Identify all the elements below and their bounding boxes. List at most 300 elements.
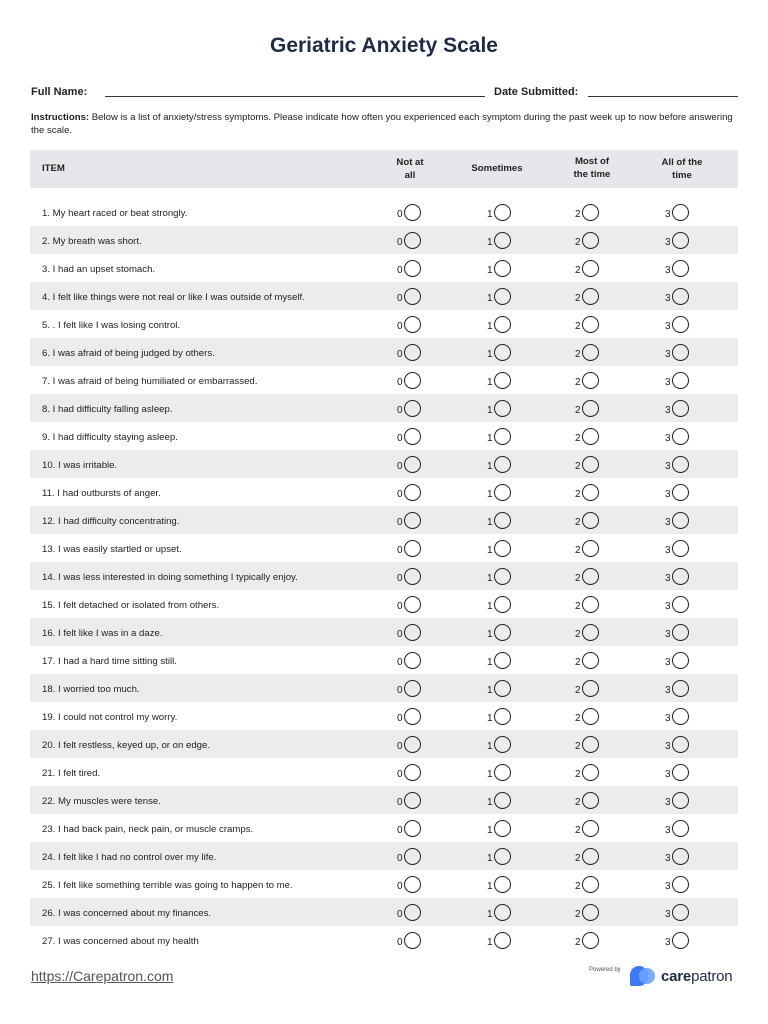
option-2[interactable] [575,902,599,922]
radio-button[interactable] [494,288,511,305]
option-2[interactable] [575,286,599,306]
radio-button[interactable] [672,904,689,921]
radio-button[interactable] [672,344,689,361]
option-value: 1 [487,264,493,276]
table-row [30,926,738,954]
option-value: 3 [665,656,671,668]
carepatron-link[interactable]: https://Carepatron.com [31,968,174,984]
radio-button[interactable] [494,204,511,221]
option-0[interactable] [397,510,421,530]
radio-button[interactable] [404,736,421,753]
option-3[interactable] [665,874,689,894]
option-3[interactable] [665,426,689,446]
option-0[interactable] [397,874,421,894]
option-0[interactable] [397,902,421,922]
radio-button[interactable] [494,820,511,837]
radio-button[interactable] [672,596,689,613]
radio-button[interactable] [672,932,689,949]
option-1[interactable] [487,566,511,586]
radio-button[interactable] [582,344,599,361]
instructions-text: Below is a list of anxiety/stress symptoms. Please indicate how often you experienced each symptom during the past week up to now before answering the scale. [31,112,733,137]
option-value: 3 [665,684,671,696]
radio-button[interactable] [494,792,511,809]
radio-button[interactable] [582,596,599,613]
table-row [30,646,738,674]
radio-button[interactable] [494,680,511,697]
option-value: 3 [665,880,671,892]
option-0[interactable] [397,594,421,614]
option-value: 2 [575,264,581,276]
radio-button[interactable] [404,904,421,921]
radio-button[interactable] [582,736,599,753]
radio-button[interactable] [672,708,689,725]
radio-button[interactable] [672,456,689,473]
option-0[interactable] [397,230,421,250]
option-1[interactable] [487,678,511,698]
radio-button[interactable] [672,204,689,221]
option-value: 1 [487,796,493,808]
option-0[interactable] [397,930,421,950]
option-3[interactable] [665,622,689,642]
radio-button[interactable] [582,652,599,669]
option-3[interactable] [665,370,689,390]
radio-button[interactable] [404,820,421,837]
option-3[interactable] [665,930,689,950]
option-1[interactable] [487,454,511,474]
option-value: 3 [665,376,671,388]
option-value: 1 [487,936,493,948]
option-value: 2 [575,880,581,892]
option-0[interactable] [397,818,421,838]
option-0[interactable] [397,650,421,670]
radio-button[interactable] [582,484,599,501]
radio-button[interactable] [582,568,599,585]
radio-button[interactable] [582,260,599,277]
option-2[interactable] [575,846,599,866]
radio-button[interactable] [582,456,599,473]
radio-button[interactable] [672,792,689,809]
table-row [30,394,738,422]
radio-button[interactable] [494,484,511,501]
radio-button[interactable] [672,400,689,417]
radio-button[interactable] [494,400,511,417]
option-value: 2 [575,404,581,416]
option-value: 2 [575,376,581,388]
radio-button[interactable] [494,316,511,333]
radio-button[interactable] [404,848,421,865]
option-2[interactable] [575,706,599,726]
option-1[interactable] [487,622,511,642]
table-row [30,450,738,478]
radio-button[interactable] [404,624,421,641]
option-2[interactable] [575,790,599,810]
option-3[interactable] [665,818,689,838]
option-value: 0 [397,432,403,444]
radio-button[interactable] [494,428,511,445]
option-2[interactable] [575,566,599,586]
option-0[interactable] [397,258,421,278]
option-1[interactable] [487,762,511,782]
radio-button[interactable] [672,736,689,753]
option-1[interactable] [487,706,511,726]
option-value: 0 [397,656,403,668]
option-2[interactable] [575,342,599,362]
option-2[interactable] [575,874,599,894]
option-1[interactable] [487,594,511,614]
radio-button[interactable] [672,484,689,501]
option-value: 2 [575,796,581,808]
radio-button[interactable] [494,232,511,249]
option-1[interactable] [487,510,511,530]
header-most-line1: Most of [574,156,610,167]
radio-button[interactable] [404,344,421,361]
option-value: 0 [397,208,403,220]
radio-button[interactable] [404,456,421,473]
option-3[interactable] [665,454,689,474]
radio-button[interactable] [582,876,599,893]
option-2[interactable] [575,650,599,670]
option-value: 3 [665,768,671,780]
option-1[interactable] [487,902,511,922]
radio-button[interactable] [494,904,511,921]
option-0[interactable] [397,706,421,726]
option-1[interactable] [487,874,511,894]
radio-button[interactable] [494,624,511,641]
radio-button[interactable] [494,848,511,865]
radio-button[interactable] [404,512,421,529]
option-value: 0 [397,488,403,500]
option-0[interactable] [397,286,421,306]
option-1[interactable] [487,202,511,222]
option-value: 1 [487,292,493,304]
option-value: 3 [665,908,671,920]
option-1[interactable] [487,370,511,390]
option-2[interactable] [575,622,599,642]
option-3[interactable] [665,230,689,250]
option-value: 0 [397,852,403,864]
option-1[interactable] [487,482,511,502]
option-2[interactable] [575,594,599,614]
radio-button[interactable] [672,260,689,277]
table-row [30,422,738,450]
radio-button[interactable] [404,372,421,389]
radio-button[interactable] [582,680,599,697]
option-3[interactable] [665,342,689,362]
option-2[interactable] [575,258,599,278]
option-value: 1 [487,432,493,444]
radio-button[interactable] [494,568,511,585]
table-row [30,282,738,310]
option-2[interactable] [575,538,599,558]
option-3[interactable] [665,538,689,558]
option-value: 3 [665,600,671,612]
option-3[interactable] [665,510,689,530]
option-3[interactable] [665,258,689,278]
option-value: 1 [487,516,493,528]
radio-button[interactable] [404,932,421,949]
radio-button[interactable] [582,624,599,641]
option-1[interactable] [487,230,511,250]
option-value: 1 [487,208,493,220]
option-1[interactable] [487,258,511,278]
radio-button[interactable] [404,568,421,585]
option-value: 0 [397,292,403,304]
option-2[interactable] [575,818,599,838]
option-0[interactable] [397,538,421,558]
option-3[interactable] [665,678,689,698]
item-text: 22. My muscles were tense. [42,796,161,807]
radio-button[interactable] [404,876,421,893]
option-2[interactable] [575,314,599,334]
radio-button[interactable] [494,736,511,753]
option-1[interactable] [487,342,511,362]
item-text: 14. I was less interested in doing something I typically enjoy. [42,572,298,583]
option-2[interactable] [575,482,599,502]
option-2[interactable] [575,398,599,418]
option-1[interactable] [487,818,511,838]
option-0[interactable] [397,678,421,698]
date-submitted-label: Date Submitted: [494,86,579,98]
option-value: 3 [665,404,671,416]
radio-button[interactable] [672,820,689,837]
radio-button[interactable] [582,428,599,445]
radio-button[interactable] [494,344,511,361]
table-row [30,310,738,338]
radio-button[interactable] [404,680,421,697]
radio-button[interactable] [404,288,421,305]
option-2[interactable] [575,734,599,754]
option-3[interactable] [665,790,689,810]
items-list [30,198,738,954]
radio-button[interactable] [494,932,511,949]
option-1[interactable] [487,538,511,558]
radio-button[interactable] [494,596,511,613]
radio-button[interactable] [404,540,421,557]
option-1[interactable] [487,734,511,754]
option-value: 1 [487,376,493,388]
radio-button[interactable] [404,316,421,333]
radio-button[interactable] [494,512,511,529]
radio-button[interactable] [582,204,599,221]
radio-button[interactable] [672,764,689,781]
table-row [30,870,738,898]
radio-button[interactable] [582,372,599,389]
option-value: 3 [665,516,671,528]
radio-button[interactable] [404,596,421,613]
item-text: 9. I had difficulty staying asleep. [42,432,178,443]
radio-button[interactable] [494,372,511,389]
radio-button[interactable] [494,652,511,669]
option-3[interactable] [665,706,689,726]
option-0[interactable] [397,846,421,866]
radio-button[interactable] [582,540,599,557]
option-0[interactable] [397,370,421,390]
item-text: 21. I felt tired. [42,768,101,779]
radio-button[interactable] [672,624,689,641]
option-0[interactable] [397,734,421,754]
radio-button[interactable] [494,540,511,557]
radio-button[interactable] [404,708,421,725]
option-2[interactable] [575,454,599,474]
option-0[interactable] [397,342,421,362]
option-0[interactable] [397,454,421,474]
header-not-at-all-line1: Not at [396,157,424,168]
radio-button[interactable] [582,708,599,725]
option-0[interactable] [397,426,421,446]
radio-button[interactable] [404,484,421,501]
header-not-at-all-line2: all [404,170,416,181]
radio-button[interactable] [404,792,421,809]
option-value: 1 [487,404,493,416]
radio-button[interactable] [582,848,599,865]
radio-button[interactable] [582,904,599,921]
option-1[interactable] [487,930,511,950]
option-3[interactable] [665,482,689,502]
option-value: 0 [397,712,403,724]
item-text: 25. I felt like something terrible was going to happen to me. [42,880,293,891]
full-name-field[interactable] [105,96,485,97]
option-2[interactable] [575,762,599,782]
option-value: 3 [665,348,671,360]
option-1[interactable] [487,790,511,810]
radio-button[interactable] [494,260,511,277]
radio-button[interactable] [672,680,689,697]
option-value: 2 [575,572,581,584]
option-value: 0 [397,264,403,276]
option-3[interactable] [665,846,689,866]
radio-button[interactable] [672,372,689,389]
table-row [30,674,738,702]
powered-by-label: Powered by [589,967,621,973]
option-1[interactable] [487,286,511,306]
option-value: 1 [487,852,493,864]
option-2[interactable] [575,678,599,698]
item-text: 10. I was irritable. [42,460,118,471]
option-value: 3 [665,264,671,276]
item-text: 26. I was concerned about my finances. [42,908,212,919]
option-3[interactable] [665,286,689,306]
option-value: 1 [487,908,493,920]
table-row [30,702,738,730]
radio-button[interactable] [582,820,599,837]
option-1[interactable] [487,426,511,446]
radio-button[interactable] [582,764,599,781]
option-3[interactable] [665,734,689,754]
option-0[interactable] [397,790,421,810]
option-value: 1 [487,712,493,724]
radio-button[interactable] [404,764,421,781]
option-value: 1 [487,544,493,556]
radio-button[interactable] [404,428,421,445]
radio-button[interactable] [494,456,511,473]
option-1[interactable] [487,398,511,418]
option-0[interactable] [397,314,421,334]
option-1[interactable] [487,650,511,670]
date-submitted-field[interactable] [588,96,738,97]
option-value: 2 [575,824,581,836]
item-text: 24. I felt like I had no control over my life. [42,852,217,863]
option-0[interactable] [397,566,421,586]
option-value: 0 [397,404,403,416]
option-2[interactable] [575,510,599,530]
option-3[interactable] [665,902,689,922]
radio-button[interactable] [582,792,599,809]
radio-button[interactable] [672,316,689,333]
option-3[interactable] [665,566,689,586]
option-1[interactable] [487,846,511,866]
option-2[interactable] [575,202,599,222]
option-1[interactable] [487,314,511,334]
table-row [30,366,738,394]
item-text: 27. I was concerned about my health [42,936,199,947]
table-row [30,254,738,282]
radio-button[interactable] [582,512,599,529]
radio-button[interactable] [582,288,599,305]
option-2[interactable] [575,426,599,446]
item-text: 12. I had difficulty concentrating. [42,516,180,527]
option-2[interactable] [575,930,599,950]
radio-button[interactable] [672,876,689,893]
radio-button[interactable] [404,400,421,417]
option-value: 2 [575,208,581,220]
radio-button[interactable] [404,652,421,669]
option-value: 3 [665,852,671,864]
option-3[interactable] [665,398,689,418]
radio-button[interactable] [672,288,689,305]
radio-button[interactable] [672,652,689,669]
option-2[interactable] [575,230,599,250]
option-0[interactable] [397,762,421,782]
option-3[interactable] [665,594,689,614]
option-3[interactable] [665,650,689,670]
item-text: 2. My breath was short. [42,236,142,247]
radio-button[interactable] [582,400,599,417]
radio-button[interactable] [494,708,511,725]
option-0[interactable] [397,202,421,222]
radio-button[interactable] [582,932,599,949]
radio-button[interactable] [582,316,599,333]
radio-button[interactable] [672,512,689,529]
radio-button[interactable] [672,848,689,865]
table-row [30,590,738,618]
table-row [30,534,738,562]
radio-button[interactable] [404,260,421,277]
table-row [30,338,738,366]
radio-button[interactable] [672,540,689,557]
option-2[interactable] [575,370,599,390]
form-fields [31,86,739,100]
radio-button[interactable] [494,764,511,781]
radio-button[interactable] [404,232,421,249]
radio-button[interactable] [404,204,421,221]
option-value: 0 [397,628,403,640]
radio-button[interactable] [582,232,599,249]
option-0[interactable] [397,482,421,502]
option-value: 3 [665,936,671,948]
radio-button[interactable] [494,876,511,893]
radio-button[interactable] [672,232,689,249]
option-3[interactable] [665,314,689,334]
radio-button[interactable] [672,428,689,445]
option-value: 1 [487,600,493,612]
option-0[interactable] [397,622,421,642]
option-3[interactable] [665,202,689,222]
radio-button[interactable] [672,568,689,585]
table-row [30,898,738,926]
option-3[interactable] [665,762,689,782]
item-text: 5. . I felt like I was losing control. [42,320,181,331]
option-0[interactable] [397,398,421,418]
